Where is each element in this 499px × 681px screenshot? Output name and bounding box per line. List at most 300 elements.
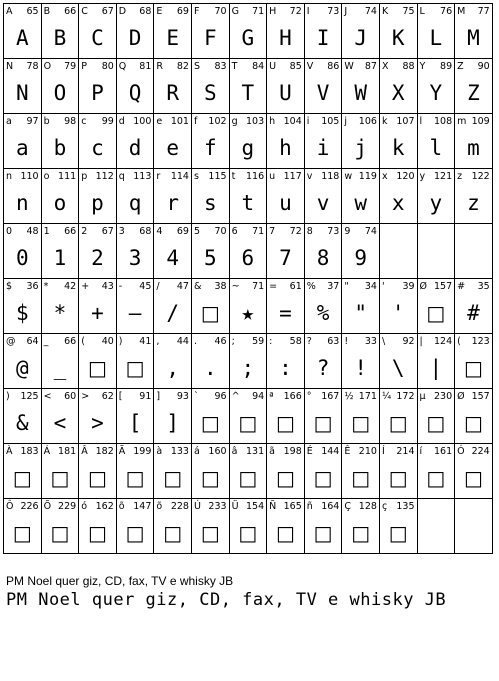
character-code: 33: [364, 336, 377, 347]
empty-cell: [455, 499, 493, 554]
glyph-cell: [418, 389, 456, 444]
glyph-sample: a: [15, 135, 29, 160]
glyph-cell: [380, 4, 418, 59]
character-code: 162: [95, 501, 114, 512]
glyph-cell: [230, 334, 268, 389]
character-label: !: [344, 336, 349, 347]
character-code: 62: [101, 391, 114, 402]
glyph-cell: [455, 279, 493, 334]
character-code: 116: [246, 171, 265, 182]
character-label: Ñ: [269, 501, 277, 512]
glyph-cell: [418, 169, 456, 224]
character-code: 40: [101, 336, 114, 347]
character-code: 147: [133, 501, 152, 512]
glyph-sample: F: [203, 25, 217, 50]
missing-glyph-box: □: [200, 301, 220, 325]
character-label: *: [43, 281, 49, 292]
glyph-cell: [305, 169, 343, 224]
glyph-sample: v: [316, 190, 330, 215]
glyph-sample: R: [166, 80, 179, 105]
glyph-cell: [305, 444, 343, 499]
character-code: 198: [283, 446, 302, 457]
character-code: 89: [440, 61, 453, 72]
glyph-cell: [154, 224, 192, 279]
character-code: 96: [214, 391, 227, 402]
character-code: 73: [327, 6, 340, 17]
cell-header: [307, 61, 340, 73]
character-label: m: [457, 116, 467, 127]
cell-header: [119, 6, 152, 18]
character-label: d: [118, 116, 125, 127]
cell-header: [420, 446, 453, 458]
glyph-cell: [117, 389, 155, 444]
character-code: 111: [58, 171, 77, 182]
character-code: 86: [327, 61, 340, 72]
missing-glyph-box: □: [88, 521, 107, 545]
cell-header: [156, 171, 189, 183]
character-label: S: [193, 61, 200, 72]
glyph-cell: [418, 59, 456, 114]
character-label: a: [6, 116, 12, 127]
glyph-sample: @: [15, 355, 29, 380]
character-label: °: [306, 391, 312, 402]
glyph-cell: [192, 114, 230, 169]
character-label: ¼: [381, 391, 392, 402]
character-label: $: [6, 281, 13, 292]
cell-header: [232, 116, 265, 128]
glyph-sample: 4: [166, 245, 179, 270]
character-code: 166: [283, 391, 302, 402]
glyph-cell: [4, 279, 42, 334]
character-label: k: [381, 116, 388, 127]
character-label: ã: [269, 446, 275, 457]
character-label: Z: [457, 61, 464, 72]
grid-row: [4, 499, 493, 554]
cell-header: [420, 281, 453, 293]
cell-header: [269, 336, 302, 348]
cell-header: [156, 116, 189, 128]
glyph-cell: [42, 444, 80, 499]
glyph-cell: [4, 499, 42, 554]
character-code: 74: [364, 226, 377, 237]
glyph-sample: m: [467, 135, 480, 160]
character-label: í: [419, 446, 423, 457]
character-label: õ: [156, 501, 163, 512]
glyph-sample: 3: [128, 245, 142, 270]
character-code: 107: [396, 116, 415, 127]
character-code: 154: [246, 501, 265, 512]
cell-header: [6, 226, 39, 238]
character-code: 78: [26, 61, 39, 72]
glyph-cell: [380, 499, 418, 554]
glyph-cell: [380, 169, 418, 224]
cell-header: [119, 336, 152, 348]
character-label: Ô: [6, 501, 14, 512]
glyph-cell: [305, 4, 343, 59]
glyph-sample: j: [354, 135, 367, 160]
cell-header: [6, 61, 39, 73]
cell-header: [344, 446, 377, 458]
character-label: e: [156, 116, 163, 127]
character-label: á: [193, 446, 200, 457]
glyph-sample: %: [316, 300, 330, 325]
cell-header: [119, 171, 152, 183]
glyph-sample: i: [316, 135, 330, 160]
character-label: =: [269, 281, 278, 292]
glyph-sample: \: [391, 355, 405, 380]
missing-glyph-box: □: [426, 301, 446, 325]
glyph-cell: [154, 389, 192, 444]
cell-header: [382, 61, 415, 73]
character-code: 80: [101, 61, 114, 72]
missing-glyph-box: □: [238, 521, 258, 545]
character-code: 88: [402, 61, 415, 72]
glyph-cell: [4, 334, 42, 389]
character-code: 46: [214, 336, 227, 347]
character-code: 112: [95, 171, 114, 182]
character-code: 101: [170, 116, 189, 127]
character-label: N: [6, 61, 14, 72]
glyph-cell: [455, 389, 493, 444]
glyph-sample: 8: [316, 245, 330, 270]
character-label: 7: [269, 226, 276, 237]
character-label: ó: [81, 501, 87, 512]
glyph-sample: C: [91, 25, 104, 50]
glyph-cell: [380, 389, 418, 444]
glyph-cell: [267, 389, 305, 444]
character-label: |: [419, 336, 423, 347]
cell-header: [194, 226, 227, 238]
character-code: 144: [321, 446, 340, 457]
glyph-sample: I: [316, 25, 330, 50]
cell-header: [269, 61, 302, 73]
glyph-cell: [267, 4, 305, 59]
glyph-cell: [192, 499, 230, 554]
character-code: 73: [327, 226, 340, 237]
glyph-sample: 9: [354, 245, 367, 270]
character-code: 69: [176, 6, 189, 17]
character-code: 36: [26, 281, 39, 292]
glyph-sample: ': [391, 300, 405, 325]
character-label: P: [81, 61, 87, 72]
character-label: `: [193, 391, 199, 402]
cell-header: [232, 281, 265, 293]
cell-header: [232, 391, 265, 403]
cell-header: [457, 336, 490, 348]
glyph-cell: [79, 4, 117, 59]
empty-cell: [380, 224, 418, 279]
character-label: v: [306, 171, 313, 182]
character-label: 1: [43, 226, 50, 237]
character-label: ?: [306, 336, 312, 347]
cell-header: [269, 226, 302, 238]
glyph-cell: [305, 499, 343, 554]
glyph-cell: [342, 334, 380, 389]
cell-header: [420, 336, 453, 348]
grid-row: [4, 169, 493, 224]
glyph-cell: [154, 499, 192, 554]
character-label: n: [6, 171, 13, 182]
cell-header: [307, 501, 340, 513]
character-label: f: [193, 116, 198, 127]
character-label: L: [419, 6, 425, 17]
character-code: 48: [26, 226, 39, 237]
character-label: &: [193, 281, 202, 292]
glyph-sample: ]: [166, 410, 179, 435]
missing-glyph-box: □: [238, 411, 258, 435]
glyph-cell: [267, 334, 305, 389]
cell-header: [232, 226, 265, 238]
character-label: µ: [419, 391, 426, 402]
character-map-grid: [3, 3, 493, 554]
glyph-cell: [455, 334, 493, 389]
sample-text-label: PM Noel quer giz, CD, fax, TV e whisky JB: [6, 574, 234, 588]
glyph-cell: [79, 224, 117, 279]
glyph-sample: 5: [203, 245, 217, 270]
character-code: 160: [208, 446, 227, 457]
character-code: 41: [139, 336, 152, 347]
character-label: ': [381, 281, 385, 292]
glyph-cell: [117, 169, 155, 224]
character-code: 164: [321, 501, 340, 512]
glyph-sample: U: [279, 80, 292, 105]
glyph-cell: [267, 499, 305, 554]
character-code: 115: [208, 171, 227, 182]
glyph-cell: [42, 224, 80, 279]
character-label: V: [306, 61, 314, 72]
glyph-sample: ,: [166, 355, 179, 380]
glyph-cell: [79, 279, 117, 334]
cell-header: [81, 61, 114, 73]
cell-header: [6, 446, 39, 458]
character-code: 84: [252, 61, 265, 72]
glyph-cell: [42, 389, 80, 444]
character-label: :: [269, 336, 273, 347]
cell-header: [194, 501, 227, 513]
glyph-cell: [4, 59, 42, 114]
glyph-sample: .: [203, 355, 217, 380]
character-label: <: [43, 391, 52, 402]
cell-header: [81, 391, 114, 403]
cell-header: [344, 61, 377, 73]
glyph-sample: x: [391, 190, 405, 215]
character-code: 60: [64, 391, 77, 402]
glyph-sample: P: [91, 80, 104, 105]
cell-header: [382, 446, 415, 458]
glyph-cell: [154, 4, 192, 59]
cell-header: [344, 171, 377, 183]
glyph-cell: [117, 279, 155, 334]
character-label: x: [381, 171, 388, 182]
character-label: Ç: [344, 501, 351, 512]
cell-header: [81, 281, 114, 293]
character-code: 128: [358, 501, 377, 512]
character-label: #: [457, 281, 466, 292]
glyph-sample: l: [429, 135, 443, 160]
cell-header: [6, 391, 39, 403]
character-code: 85: [289, 61, 302, 72]
cell-header: [382, 336, 415, 348]
glyph-cell: [305, 224, 343, 279]
glyph-cell: [380, 114, 418, 169]
empty-cell: [418, 224, 456, 279]
glyph-sample: Z: [467, 80, 480, 105]
character-code: 69: [176, 226, 189, 237]
cell-header: [44, 391, 77, 403]
missing-glyph-box: □: [426, 466, 446, 490]
character-label: ]: [156, 391, 161, 402]
character-label: A: [6, 6, 13, 17]
glyph-cell: [4, 114, 42, 169]
glyph-cell: [230, 114, 268, 169]
cell-header: [119, 61, 152, 73]
missing-glyph-box: □: [276, 411, 295, 435]
glyph-cell: [42, 114, 80, 169]
character-label: Q: [118, 61, 127, 72]
character-code: 68: [139, 6, 152, 17]
glyph-cell: [267, 444, 305, 499]
cell-header: [156, 226, 189, 238]
missing-glyph-box: □: [163, 521, 183, 545]
character-code: 124: [433, 336, 453, 347]
character-code: 104: [283, 116, 302, 127]
character-label: ): [6, 391, 10, 402]
character-label: (: [81, 336, 85, 347]
glyph-sample: |: [429, 355, 443, 380]
character-label: ;: [231, 336, 235, 347]
character-code: 66: [64, 6, 77, 17]
character-code: 114: [170, 171, 189, 182]
character-code: 109: [471, 116, 490, 127]
character-label: E: [156, 6, 163, 17]
missing-glyph-box: □: [50, 466, 70, 490]
glyph-cell: [230, 4, 268, 59]
glyph-cell: [192, 224, 230, 279]
character-label: +: [81, 281, 90, 292]
character-label: l: [419, 116, 423, 127]
glyph-cell: [117, 114, 155, 169]
character-label: w: [344, 171, 353, 182]
character-label: D: [118, 6, 127, 17]
character-label: i: [306, 116, 310, 127]
glyph-cell: [342, 169, 380, 224]
character-label: ç: [381, 501, 388, 512]
cell-header: [457, 6, 490, 18]
cell-header: [81, 6, 114, 18]
cell-header: [232, 171, 265, 183]
glyph-cell: [154, 334, 192, 389]
character-code: 113: [133, 171, 152, 182]
glyph-sample: +: [91, 300, 104, 325]
cell-header: [119, 501, 152, 513]
glyph-cell: [117, 224, 155, 279]
character-label: -: [118, 281, 123, 292]
glyph-sample: ?: [316, 355, 330, 380]
cell-header: [457, 446, 490, 458]
cell-header: [307, 6, 340, 18]
character-code: 131: [246, 446, 265, 457]
glyph-cell: [230, 499, 268, 554]
character-code: 47: [176, 281, 189, 292]
character-code: 72: [289, 226, 302, 237]
sample-text-rendered: PM Noel quer giz, CD, fax, TV e whisky JB: [6, 590, 447, 610]
character-code: 87: [364, 61, 377, 72]
cell-header: [44, 116, 77, 128]
character-code: 100: [133, 116, 152, 127]
character-label: 2: [81, 226, 88, 237]
cell-header: [6, 6, 39, 18]
cell-header: [382, 391, 415, 403]
character-label: H: [269, 6, 277, 17]
glyph-cell: [305, 389, 343, 444]
character-code: 83: [214, 61, 227, 72]
character-label: c: [81, 116, 87, 127]
glyph-sample: E: [166, 25, 179, 50]
cell-header: [232, 6, 265, 18]
glyph-cell: [192, 444, 230, 499]
missing-glyph-box: □: [388, 411, 408, 435]
character-label: 0: [6, 226, 13, 237]
glyph-sample: =: [279, 300, 292, 325]
character-code: 135: [396, 501, 415, 512]
character-code: 157: [471, 391, 490, 402]
cell-header: [44, 6, 77, 18]
character-code: 77: [477, 6, 490, 17]
glyph-cell: [267, 114, 305, 169]
cell-header: [307, 336, 340, 348]
cell-header: [420, 171, 453, 183]
cell-header: [81, 501, 114, 513]
character-code: 99: [101, 116, 114, 127]
character-code: 233: [208, 501, 227, 512]
cell-header: [44, 446, 77, 458]
glyph-cell: [342, 499, 380, 554]
character-code: 133: [170, 446, 189, 457]
glyph-sample: k: [391, 135, 405, 160]
character-code: 214: [396, 446, 415, 457]
character-code: 34: [364, 281, 377, 292]
missing-glyph-box: □: [125, 466, 145, 490]
character-code: 76: [440, 6, 453, 17]
glyph-sample: !: [354, 355, 367, 380]
character-label: õ: [118, 501, 125, 512]
missing-glyph-box: □: [88, 466, 107, 490]
glyph-cell: [154, 279, 192, 334]
character-label: %: [306, 281, 316, 292]
character-label: X: [381, 61, 389, 72]
character-label: /: [156, 281, 160, 292]
character-code: 44: [176, 336, 189, 347]
character-label: g: [231, 116, 238, 127]
character-code: 38: [214, 281, 227, 292]
character-code: 74: [364, 6, 377, 17]
cell-header: [156, 446, 189, 458]
glyph-cell: [79, 114, 117, 169]
cell-header: [81, 226, 114, 238]
character-label: W: [344, 61, 354, 72]
cell-header: [6, 336, 39, 348]
character-code: 172: [396, 391, 415, 402]
glyph-sample: ;: [241, 355, 255, 380]
character-code: 59: [252, 336, 265, 347]
missing-glyph-box: □: [12, 521, 32, 545]
character-label: 8: [306, 226, 313, 237]
missing-glyph-box: □: [200, 521, 220, 545]
character-code: 105: [321, 116, 340, 127]
character-label: O: [43, 61, 52, 72]
cell-header: [232, 336, 265, 348]
glyph-cell: [380, 334, 418, 389]
